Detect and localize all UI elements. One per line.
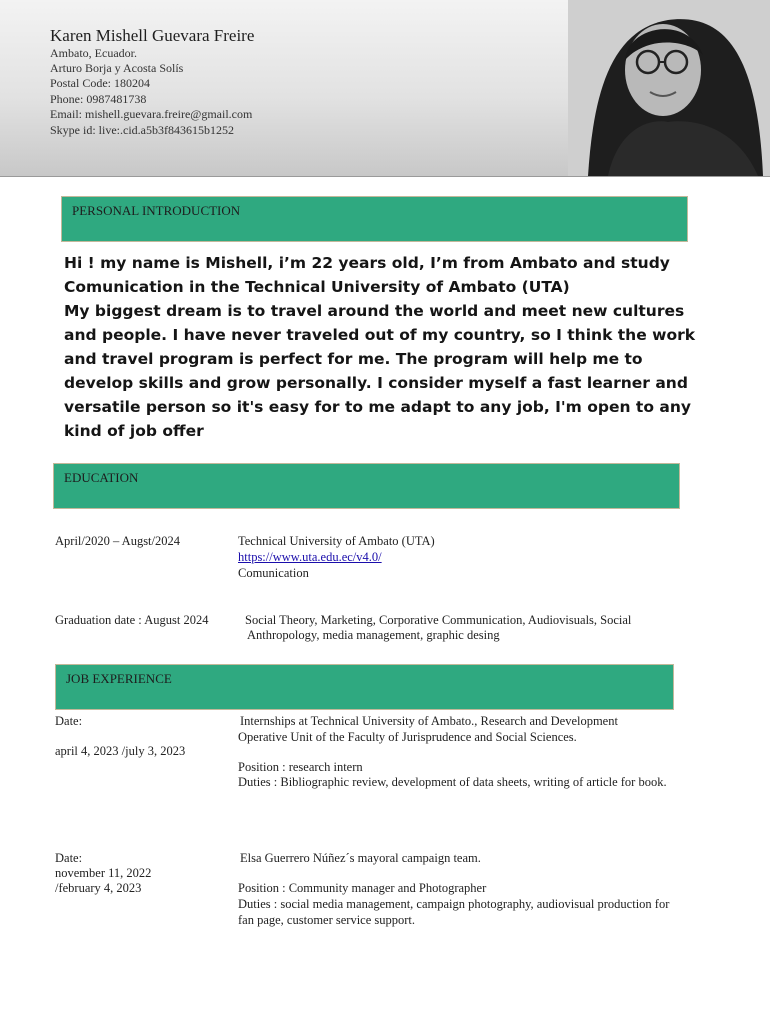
profile-photo: [568, 0, 770, 176]
section-personal-introduction: [61, 196, 688, 242]
address-line: Arturo Borja y Acosta Solís: [50, 61, 184, 75]
applicant-name: Karen Mishell Guevara Freire: [50, 26, 255, 45]
section-education: [53, 463, 680, 509]
job-1-title-line-2: Operative Unit of the Faculty of Jurisprudence and Social Sciences.: [238, 730, 577, 744]
introduction-text: [64, 251, 714, 443]
university-link[interactable]: https://www.uta.edu.ec/v4.0/: [238, 550, 382, 564]
section-job-experience: [55, 664, 674, 710]
job-1-duties: Duties : Bibliographic review, development of data sheets, writing of article for book.: [238, 775, 667, 789]
section-title: EDUCATION: [64, 470, 139, 485]
phone-line: Phone: 0987481738: [50, 92, 147, 106]
job-2-position: Position : Community manager and Photographer: [238, 881, 487, 895]
postal-code-line: Postal Code: 180204: [50, 76, 151, 90]
skype-line: Skype id: live:.cid.a5b3f843615b1252: [50, 123, 234, 137]
job-1-date-label: Date:: [55, 714, 83, 728]
education-institution: Technical University of Ambato (UTA): [238, 534, 435, 548]
job-2-date-value-2: /february 4, 2023: [55, 881, 142, 895]
email-line[interactable]: Email: mishell.guevara.freire@gmail.com: [50, 107, 253, 121]
courses-line-1: Social Theory, Marketing, Corporative Communication, Audiovisuals, Social: [245, 613, 632, 627]
intro-paragraph-1: Hi ! my name is Mishell, i’m 22 years old, I’m from Ambato and study Comunication in the Technical University of Ambato (UTA): [64, 254, 670, 296]
education-dates: April/2020 – Augst/2024: [55, 534, 181, 548]
intro-paragraph-2: My biggest dream is to travel around the world and meet new cultures and people. I have never traveled out of my country, so I think the work and travel program is perfect for me. The program will help me to develop skills and grow personally. I consider myself a fast learner and versatile person so it's easy for to me adapt to any job, I'm open to any kind of job offer: [64, 302, 696, 440]
graduation-date: Graduation date : August 2024: [55, 613, 209, 627]
job-1-title-line-1: Internships at Technical University of Ambato., Research and Development: [240, 714, 618, 728]
job-2-date-value-1: november 11, 2022: [55, 866, 152, 880]
job-2-date-label: Date:: [55, 851, 83, 865]
section-title: PERSONAL INTRODUCTION: [72, 203, 241, 218]
section-title: JOB EXPERIENCE: [66, 671, 172, 686]
city-line: Ambato, Ecuador.: [50, 46, 137, 60]
job-1-position: Position : research intern: [238, 760, 363, 774]
job-1-date-value: april 4, 2023 /july 3, 2023: [55, 744, 186, 758]
job-2-title: Elsa Guerrero Núñez´s mayoral campaign team.: [240, 851, 481, 865]
courses-line-2: Anthropology, media management, graphic desing: [247, 628, 500, 642]
education-field: Comunication: [238, 566, 309, 580]
job-2-duties: Duties : social media management, campaign photography, audiovisual production for fan page, customer service support.: [238, 897, 670, 927]
